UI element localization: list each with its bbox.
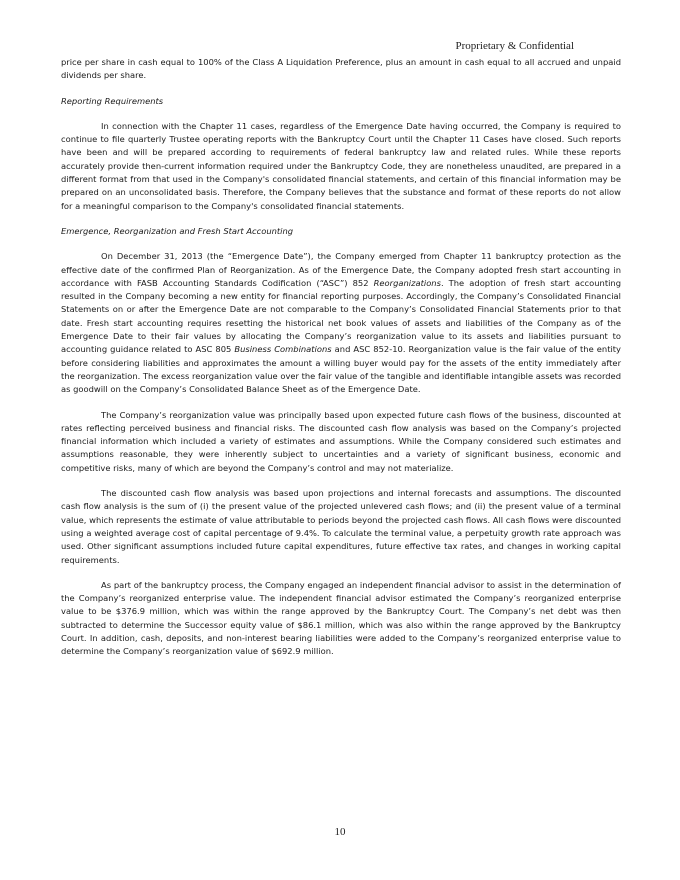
italic-reorganizations: Reorganizations xyxy=(373,277,441,288)
section-heading-emergence: Emergence, Reorganization and Fresh Start Accounting xyxy=(61,225,294,236)
document-body xyxy=(61,56,621,659)
emergence-paragraph-3: The discounted cash flow analysis was based upon projections and internal forecasts and assumptions. The discounted cash flow analysis is the sum of (i) the present value of the projected unlevered cash flows; and (ii) the present value of a terminal value, which represents the estimate of value attributable to periods beyond the projected cash flows. All cash flows were discounted using a weighted average cost of capital percentage of 9.4%. To calculate the terminal value, a perpetuity growth rate approach was used. Other significant assumptions included future capital expenditures, future effective tax rates, and changes in working capital requirements. xyxy=(61,488,621,565)
section-heading-reporting: Reporting Requirements xyxy=(61,95,164,106)
confidential-header: Proprietary & Confidential xyxy=(455,40,574,52)
italic-business-combinations: Business Combinations xyxy=(234,344,332,355)
page-number: 10 xyxy=(334,826,346,838)
intro-paragraph: price per share in cash equal to 100% of the Class A Liquidation Preference, plus an amount in cash equal to all accrued and unpaid dividends per share. xyxy=(61,57,621,81)
emergence-paragraph-4: As part of the bankruptcy process, the Company engaged an independent financial advisor to assist in the determination of the Company’s reorganized enterprise value. The independent financial advisor estimated the Company’s reorganized enterprise value to be $376.9 million, which was within the range approved by the Bankruptcy Court. The Company’s net debt was then subtracted to determine the Successor equity value of $86.1 million, which was also within the range approved by the Bankruptcy Court. In addition, cash, deposits, and non-interest bearing liabilities were added to the Company’s reorganized enterprise value to determine the Company’s reorganization value of $692.9 million. xyxy=(61,579,621,657)
reporting-paragraph: In connection with the Chapter 11 cases, regardless of the Emergence Date having occurred, the Company is required to continue to file quarterly Trustee operating reports with the Bankruptcy Court until the Chapter 11 Cases have closed. Such reports have been and will be prepared according to requirements of federal bankruptcy law and related rules. While these reports accurately provide then-current information required under the Bankruptcy Code, they are nonetheless unaudited, are prepared in a different format from that used in the Company's consolidated financial statements, and certain of this financial information may be prepared on an unconsolidated basis. Therefore, the Company believes that the substance and format of these reports do not allow for a meaningful comparison to the Company's consolidated financial statements. xyxy=(61,120,621,211)
emergence-paragraph-2: The Company’s reorganization value was principally based upon expected future cash flows of the business, discounted at rates reflecting perceived business and financial risks. The discounted cash flow analysis was based on the Company’s projected financial information which included a variety of estimates and assumptions. While the Company considered such estimates and assumptions reasonable, they were inherently subject to uncertainties and a variety of significant business, economic and competitive risks, many of which are beyond the Company’s control and may not materialize. xyxy=(61,409,621,473)
emergence-paragraph-1: On December 31, 2013 (the “Emergence Date”), the Company emerged from Chapter 11 bankruptcy protection as the effective date of the confirmed Plan of Reorganization. As of the Emergence Date, the Company adopted fresh start accounting in accordance with FASB Accounting Standards Codification (“ASC”) 852 Reorganizations. The adoption of fresh start accounting resulted in the Company becoming a new entity for financial reporting purposes. Accordingly, the Company’s Consolidated Financial Statements on or after the Emergence Date are not comparable to the Company’s Consolidated Financial Statements prior to that date. Fresh start accounting requires resetting the historical net book values of assets and liabilities of the Company as of the Emergence Date to their fair values by allocating the Company’s reorganization value to its assets and liabilities pursuant to accounting guidance related to ASC 805 Business Combinations and ASC 852-10. Reorganization value is the fair value of the entity before considering liabilities and approximates the amount a willing buyer would pay for the assets of the entity immediately after the reorganization. The excess reorganization value over the fair value of the tangible and identifiable intangible assets was recorded as goodwill on the Company’s Consolidated Balance Sheet as of the Emergence Date. xyxy=(61,251,621,395)
